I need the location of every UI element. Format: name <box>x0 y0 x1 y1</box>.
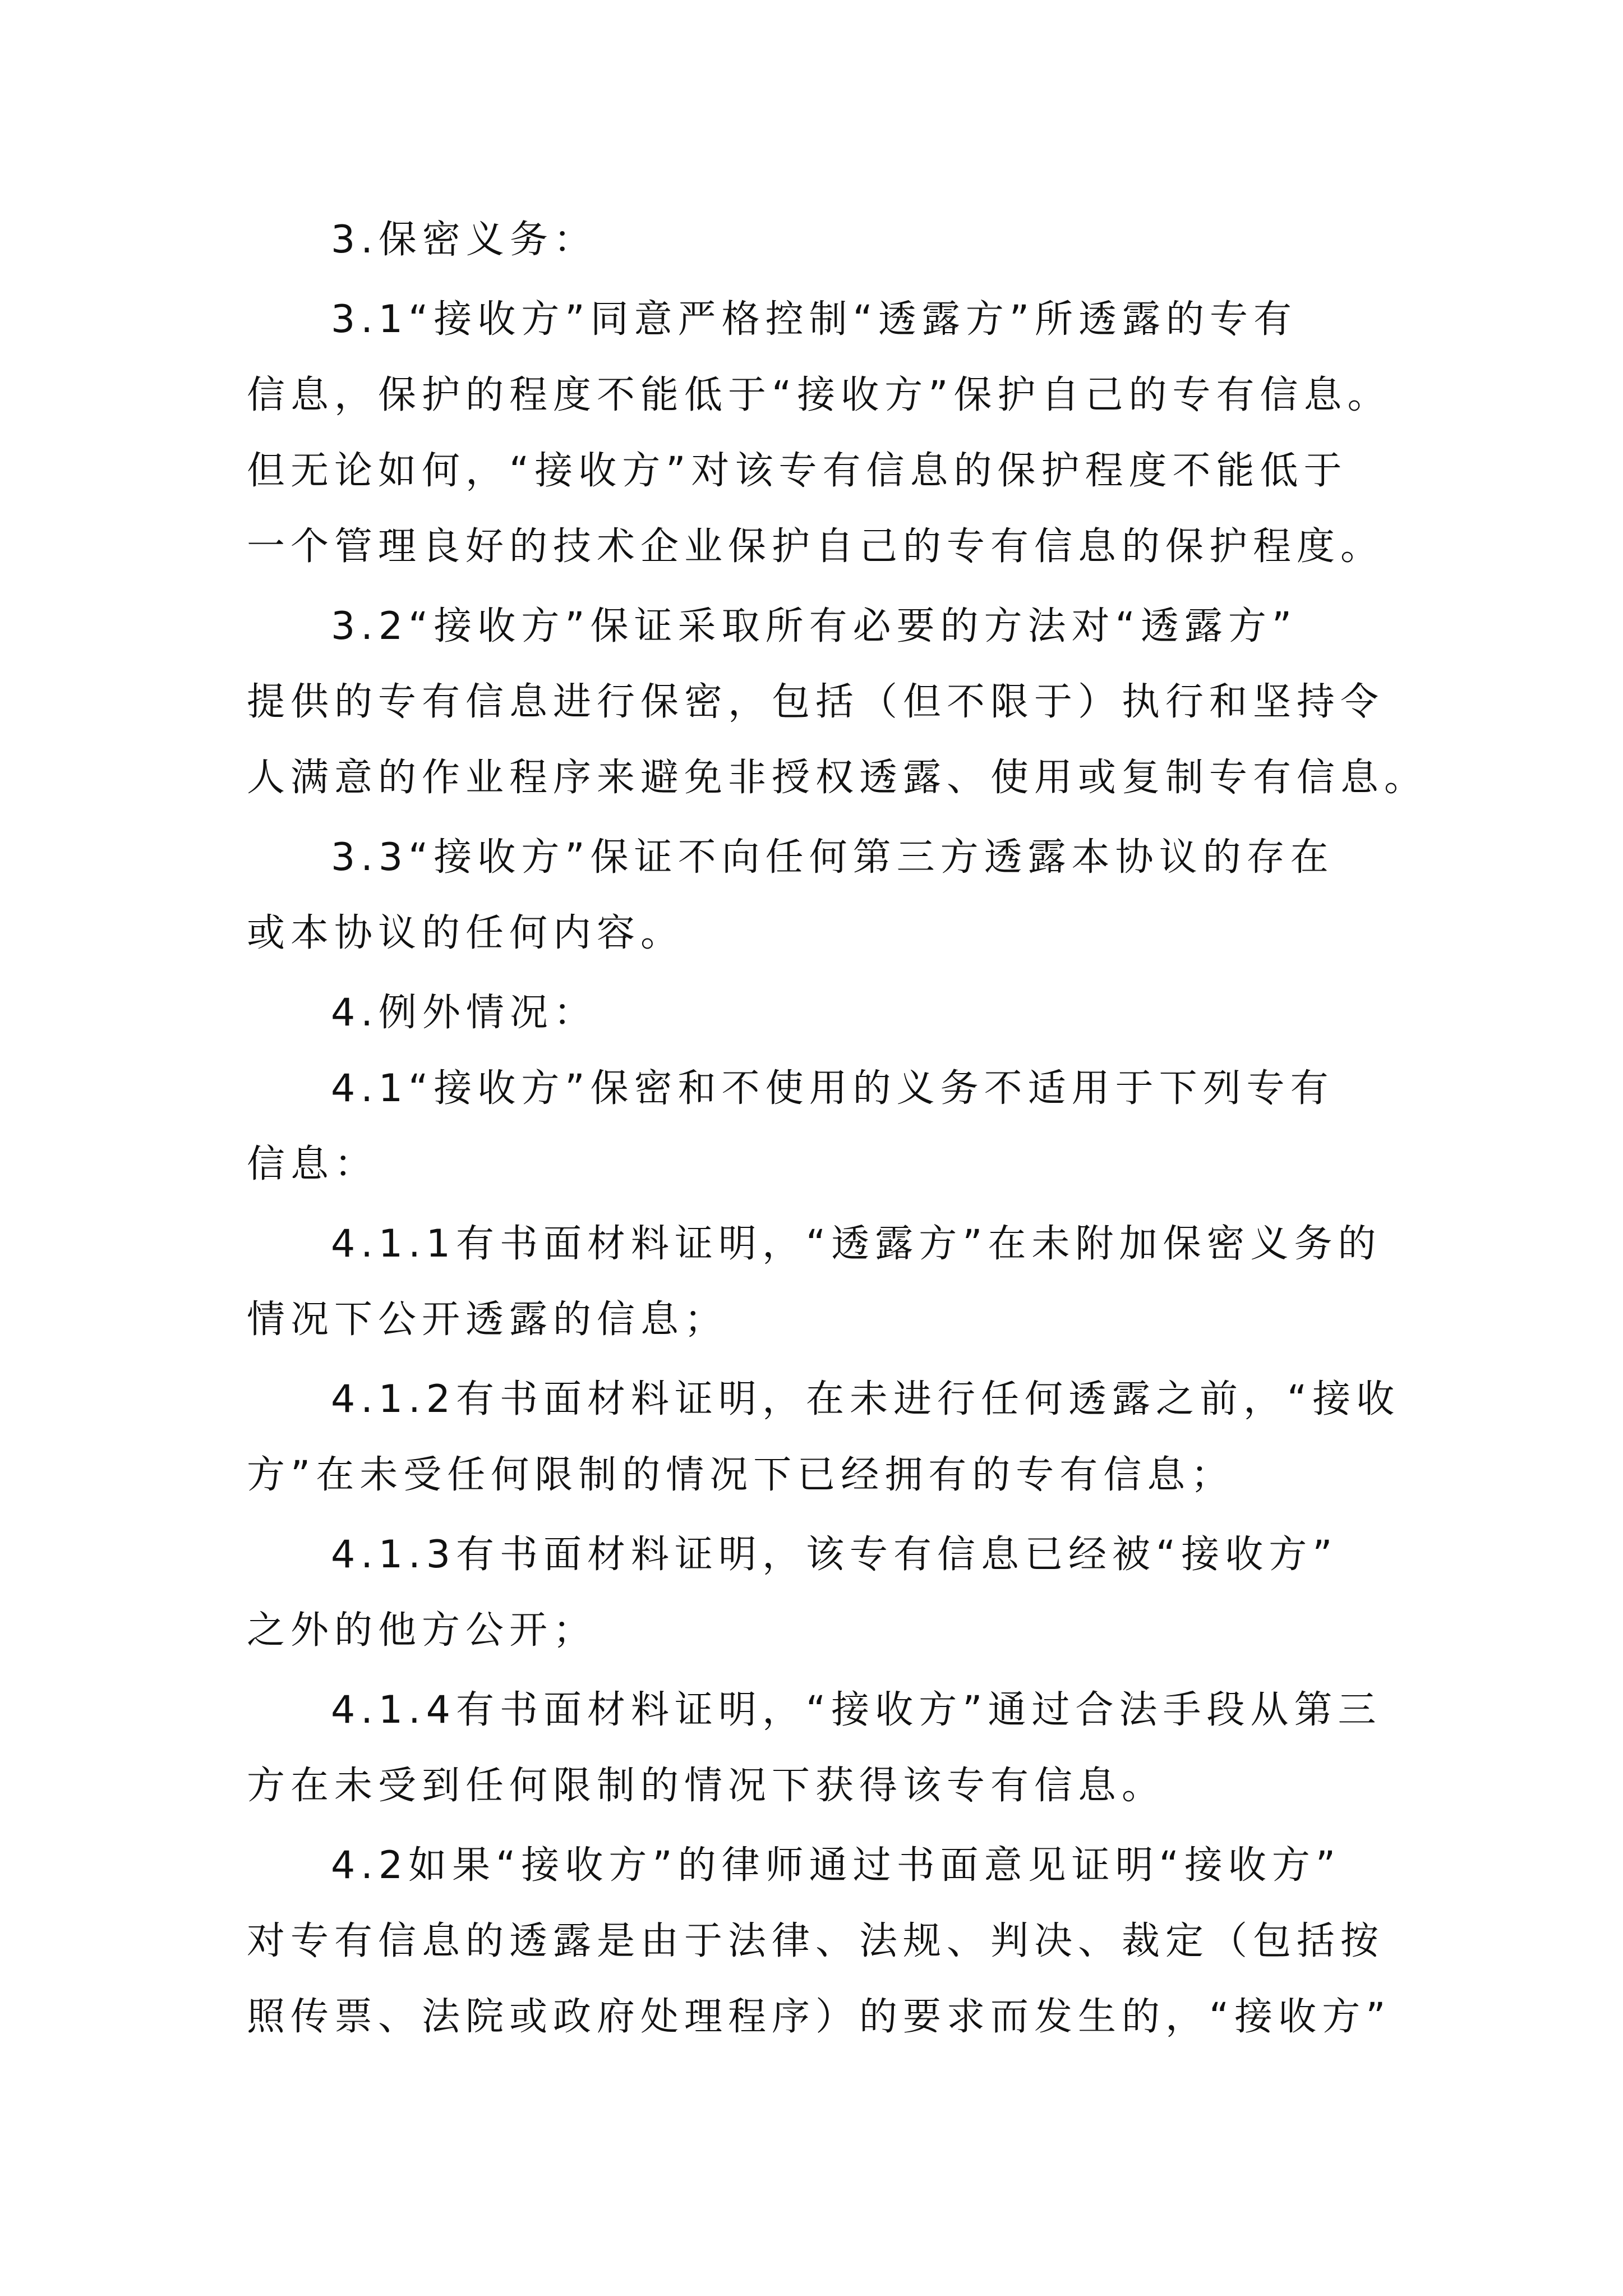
paragraph-line: 但无论如何，“接收方”对该专有信息的保护程度不能低于 <box>247 449 1348 493</box>
paragraph-line: 照传票、法院或政府处理程序）的要求而发生的，“接收方” <box>247 1995 1391 2039</box>
paragraph-line: 之外的他方公开； <box>247 1608 597 1653</box>
paragraph-line: 4.1.1有书面材料证明，“透露方”在未附加保密义务的 <box>331 1222 1382 1266</box>
paragraph-line: 提供的专有信息进行保密，包括（但不限于）执行和坚持令 <box>247 680 1385 724</box>
paragraph-line: 一个管理良好的技术企业保护自己的专有信息的保护程度。 <box>247 524 1385 569</box>
paragraph-line: 4.1.2有书面材料证明，在未进行任何透露之前，“接收 <box>331 1377 1400 1421</box>
section-3-heading: 3.保密义务： <box>331 218 597 262</box>
paragraph-line: 方在未受到任何限制的情况下获得该专有信息。 <box>247 1764 1166 1808</box>
paragraph-line: 3.3“接收方”保证不向任何第三方透露本协议的存在 <box>331 835 1334 880</box>
paragraph-line: 3.1“接收方”同意严格控制“透露方”所透露的专有 <box>331 297 1298 342</box>
paragraph-line: 情况下公开透露的信息； <box>247 1297 728 1342</box>
paragraph-line: 或本协议的任何内容。 <box>247 911 685 955</box>
paragraph-line: 方”在未受任何限制的情况下已经拥有的专有信息； <box>247 1453 1235 1497</box>
paragraph-line: 3.2“接收方”保证采取所有必要的方法对“透露方” <box>331 604 1298 648</box>
paragraph-line: 人满意的作业程序来避免非授权透露、使用或复制专有信息。 <box>247 756 1428 800</box>
paragraph-line: 对专有信息的透露是由于法律、法规、判决、裁定（包括按 <box>247 1919 1385 1963</box>
paragraph-line: 4.2如果“接收方”的律师通过书面意见证明“接收方” <box>331 1843 1341 1888</box>
paragraph-line: 信息： <box>247 1142 379 1186</box>
paragraph-line: 4.1“接收方”保密和不使用的义务不适用于下列专有 <box>331 1066 1334 1111</box>
paragraph-line: 4.1.4有书面材料证明，“接收方”通过合法手段从第三 <box>331 1688 1382 1732</box>
paragraph-line: 4.1.3有书面材料证明，该专有信息已经被“接收方” <box>331 1533 1338 1577</box>
section-4-heading: 4.例外情况： <box>331 991 597 1035</box>
paragraph-line: 信息，保护的程度不能低于“接收方”保护自己的专有信息。 <box>247 373 1391 417</box>
